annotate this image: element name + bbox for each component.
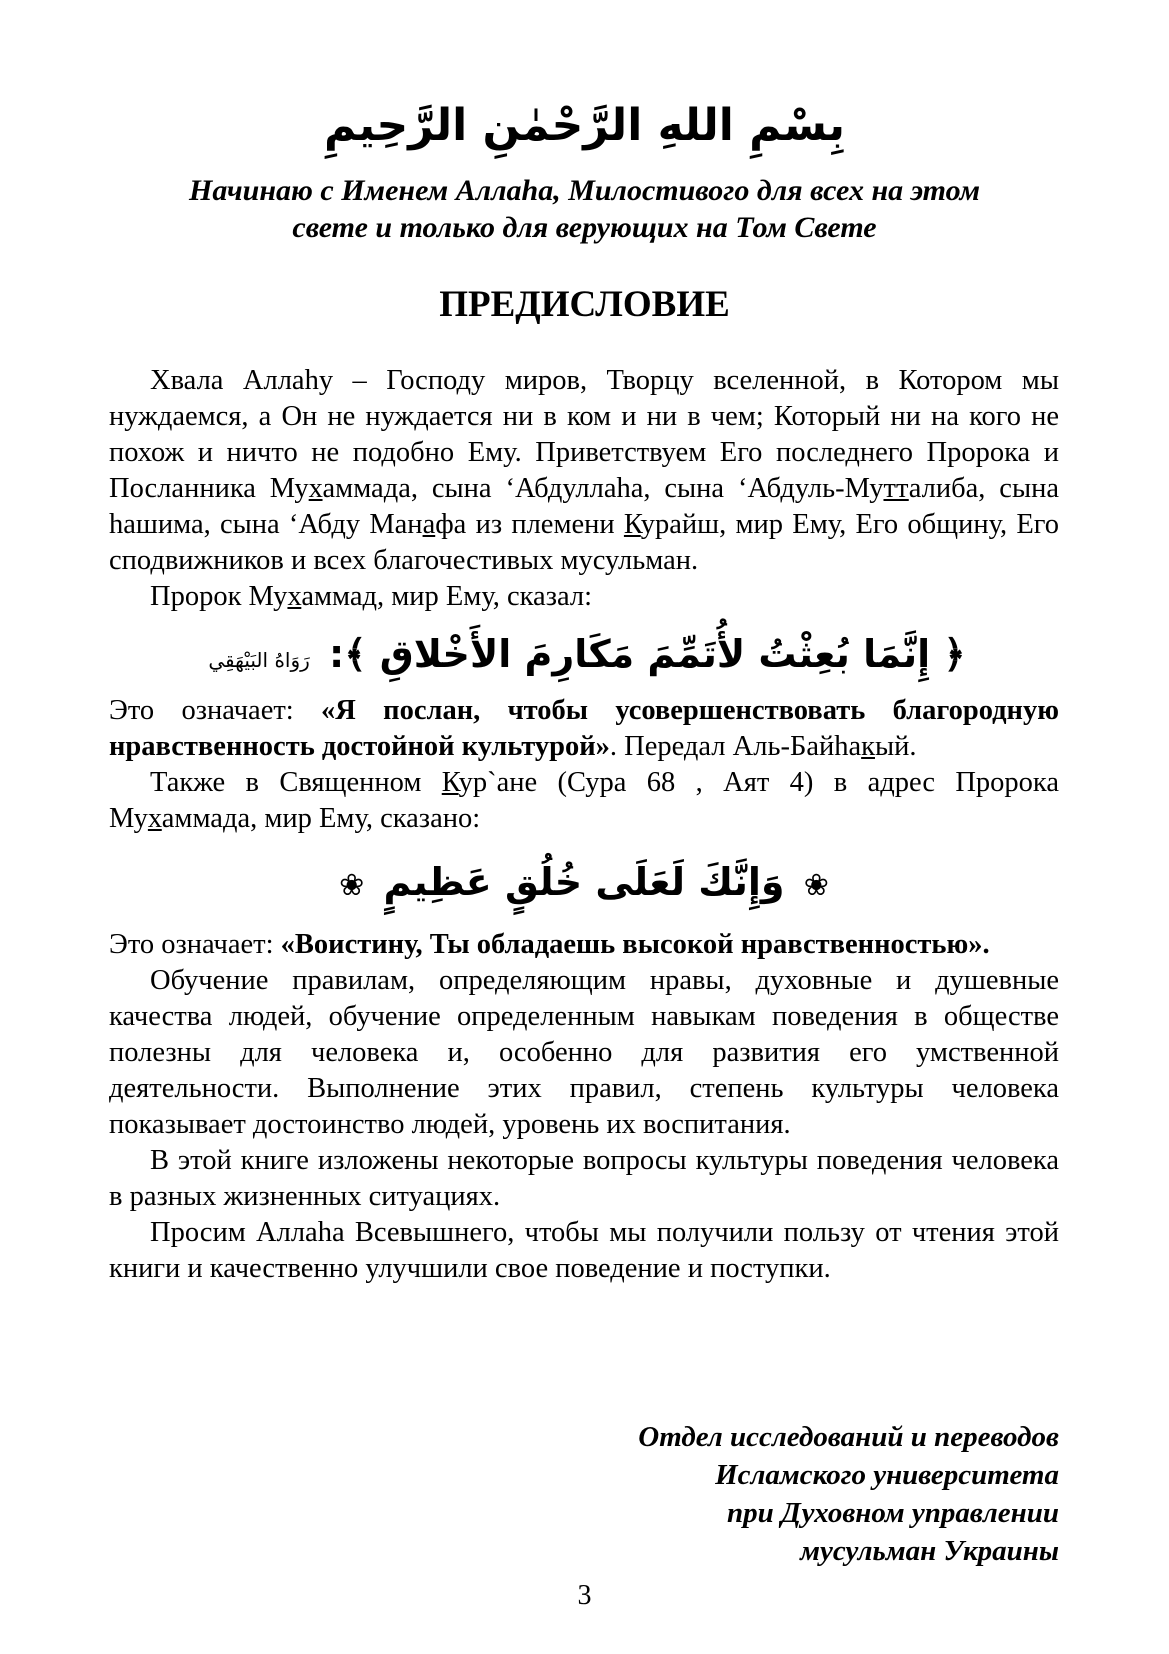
- underlined-letter: тт: [883, 473, 909, 504]
- hadith-translation: «Я послан, чтобы усовершенствовать благородную нравственность достойной культурой»: [109, 695, 1059, 762]
- signature-line: Отдел исследований и переводов: [638, 1421, 1059, 1453]
- underlined-letter: х: [147, 803, 162, 834]
- page-number: 3: [577, 1580, 592, 1611]
- paragraph-book-content: В этой книге изложены некоторые вопросы культуры поведения человека в разных жизненных ситуациях.: [109, 1145, 1059, 1212]
- text-run: Хвала Аллаhу – Господу миров, Творцу вселенной, в Котором мы нуждаемся, а Он не нуждается ни в ком и ни в чем; Который ни на кого не похож и ничто не подобно Ему. Приветствуем Его последнего Пророка и Посланника Му: [109, 365, 1059, 504]
- underlined-letter: К: [441, 767, 459, 798]
- ayah-translation: «Воистину, Ты обладаешь высокой нравственностью».: [280, 929, 990, 960]
- signature-line: Исламского университета: [715, 1459, 1059, 1491]
- hadith-quote: [109, 615, 1059, 693]
- hadith-text: إِنَّمَا بُعِثْتُ لأُتَمِّمَ مَكَارِمَ الأَخْلاقِ: [379, 632, 931, 676]
- text-run: Это означает:: [109, 929, 281, 960]
- ornament-icon: ❀: [803, 868, 829, 903]
- opening-line-2: свете и только для верующих на Том Свете: [292, 211, 877, 244]
- underlined-letter: а: [422, 509, 436, 540]
- text-run: алиба, сына hашима, сына ‘Абду Ман: [109, 473, 1059, 540]
- underlined-letter: к: [861, 731, 875, 762]
- opening-translation: [120, 172, 1049, 246]
- bracket-open: ﴿: [943, 632, 966, 676]
- text-run: урайш, мир Ему, Его общину, Его сподвижников и всех благочестивых мусульман.: [109, 509, 1059, 576]
- page-title: ПРЕДИСЛОВИЕ: [439, 284, 730, 325]
- text-run: ур`ане (Сура 68 , Аят 4) в адрес Пророка Му: [109, 767, 1059, 834]
- text-run: фа из племени: [435, 509, 624, 540]
- paragraph-prayer: Просим Аллаhа Всевышнего, чтобы мы получили пользу от чтения этой книги и качественно улучшили свое поведение и поступки.: [109, 1217, 1059, 1284]
- underlined-letter: х: [287, 581, 302, 612]
- text-run: аммада, мир Ему, сказано:: [161, 803, 481, 834]
- bracket-close: ﴾:: [329, 632, 367, 676]
- signature-line: мусульман Украины: [800, 1535, 1059, 1567]
- paragraph-prophet-said: [109, 579, 1059, 615]
- opening-line-1: Начинаю с Именем Аллаhа, Милостивого для всех на этом: [188, 174, 980, 207]
- signature-block: [638, 1418, 1059, 1570]
- underlined-letter: х: [308, 473, 323, 504]
- paragraph-hadith-meaning: [109, 693, 1059, 765]
- text-run: Также в Священном: [150, 767, 442, 798]
- hadith-source: رَوَاهُ البَيْهَقِي: [208, 648, 310, 672]
- paragraph-education: Обучение правилам, определяющим нравы, духовные и душевные качества людей, обучение определенным навыкам поведения в обществе полезны для человека и, особенно для развития его умственной деятельности. Выполнение этих правил, степень культуры человека показывает достоинство людей, уровень их воспитания.: [109, 965, 1059, 1140]
- ornament-icon: ❀: [339, 868, 365, 903]
- underlined-letter: К: [623, 509, 641, 540]
- text-run: аммада, сына ‘Абдуллаhа, сына ‘Абдуль-Му: [322, 473, 884, 504]
- body-text: [109, 363, 1059, 1287]
- ayah-quote: [109, 837, 1059, 927]
- basmala: بِسْمِ اللهِ الرَّحْمٰنِ الرَّحِيمِ: [324, 100, 845, 151]
- paragraph-praise: [109, 363, 1059, 579]
- text-run: Это означает:: [109, 695, 322, 726]
- text-run: Пророк Му: [150, 581, 288, 612]
- text-run: . Передал Аль-Байhа: [609, 731, 862, 762]
- text-run: аммад, мир Ему, сказал:: [301, 581, 593, 612]
- paragraph-quran-reference: [109, 765, 1059, 837]
- signature-line: при Духовном управлении: [727, 1497, 1059, 1529]
- text-run: ый.: [874, 731, 917, 762]
- paragraph-ayah-meaning: [109, 927, 1059, 963]
- ayah-text: وَإِنَّكَ لَعَلَى خُلُقٍ عَظِيمٍ: [383, 860, 785, 904]
